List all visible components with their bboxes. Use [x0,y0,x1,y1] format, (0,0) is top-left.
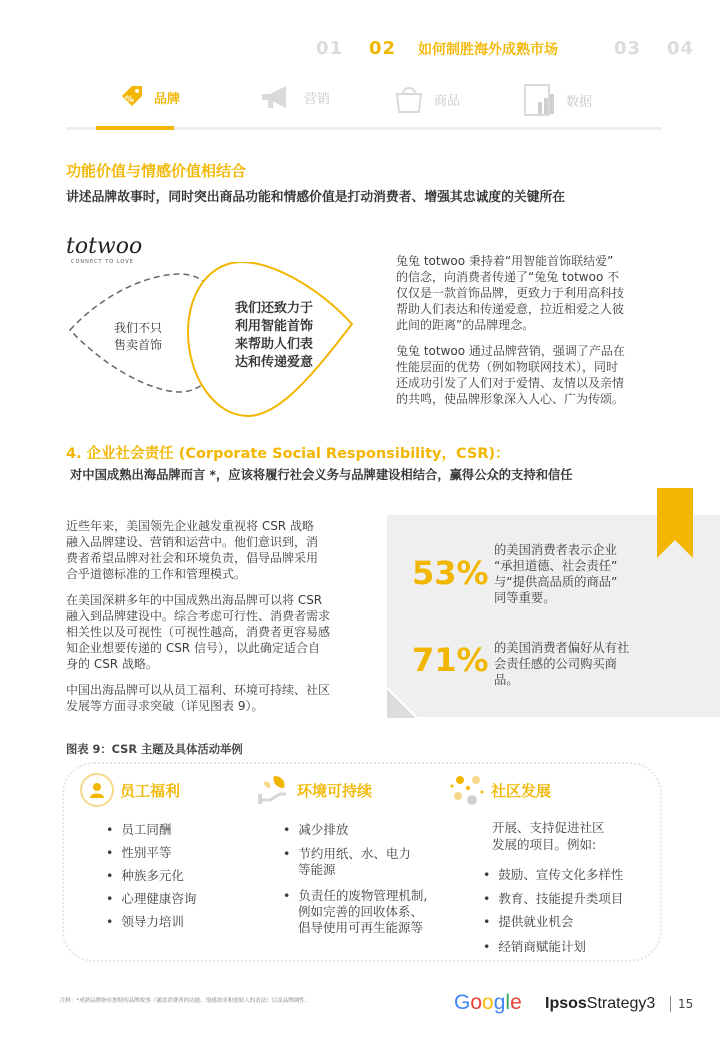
list-item-text: 鼓励、宣传文化多样性 [498,867,624,882]
list-item-text: 性别平等 [121,845,172,860]
text-line: 兔兔 totwoo 通过品牌营销，强调了产品在 [396,344,625,358]
list-item-text: 例如完善的回收体系、 [298,904,424,919]
page-num-02: 02 [369,38,397,59]
google-letter: o [482,991,494,1014]
text-line: 同等重要。 [494,591,556,605]
list-item-text: 领导力培训 [121,914,184,929]
text-line: 合乎道德标准的工作和管理模式。 [66,567,247,581]
tab-data[interactable] [522,82,592,118]
community-icon [448,770,488,814]
brand-left-text [106,320,170,354]
list-item-text: 种族多元化 [121,868,184,883]
footnote: 注释：*成熟品牌指有独特的品牌故事（涵盖消费者的功能、情感需求和创始人的看法）以及品牌调性。 [60,998,311,1004]
stat-text-53 [494,542,664,606]
page-num-04: 04 [667,38,695,59]
hand-leaf-icon [256,772,292,810]
brand-left-line: 售卖首饰 [113,338,162,352]
list-item: • 提供就业机会 [483,914,574,929]
list-item: • 负责任的废物管理机制, 例如完善的回收体系、 倡导使用可再生能源等 [283,888,428,935]
google-letter: e [510,991,522,1014]
list-item-text: 负责任的废物管理机制, [298,888,428,903]
shopping-bag-icon [392,82,426,116]
footer-divider [670,996,671,1012]
csr-text-p1 [66,518,366,582]
text-line: 还成功引发了人们对于爱情、友情以及亲情 [396,376,625,390]
text-line: 的美国消费者表示企业 [494,543,617,557]
section1-heading: 功能价值与情感价值相结合 [66,162,247,180]
text-line: 品。 [494,673,519,687]
section2-heading: 4. 企业社会责任 (Corporate Social Responsibility，CSR)： [66,446,510,462]
page-number: 15 [678,997,694,1011]
list-item: • 种族多元化 [106,868,184,883]
page-num-01: 01 [316,38,344,59]
list-item: • 心理健康咨询 [106,891,197,906]
list-item-text: 节约用纸、水、电力 [298,846,411,861]
tab-brand[interactable] [116,82,180,112]
section2-subheading: 对中国成熟出海品牌而言 *，应该将履行社会义务与品牌建设相结合，赢得公众的支持和信任 [70,468,573,482]
chapter-title: 如何制胜海外成熟市场 [418,42,558,58]
google-letter: G [454,991,471,1014]
list-item-text: 倡导使用可再生能源等 [298,920,424,935]
tab-data-label: 数据 [566,94,593,110]
brand-desc-p1 [396,253,666,333]
google-logo [454,991,522,1015]
totwoo-tagline: CONNECT TO LOVE [71,259,134,265]
list-item-text: 减少排放 [298,822,349,837]
list-item: • 减少排放 [283,822,349,837]
brand-desc-p2 [396,343,666,407]
list-item: • 教育、技能提升类项目 [483,891,624,906]
csr-text-p3 [66,682,366,714]
text-line: 此间的距离”的品牌理念。 [396,318,535,332]
brand-right-line: 我们还致力于 [234,301,313,316]
megaphone-icon [258,82,296,112]
tab-products[interactable] [392,82,460,116]
list-item: • 领导力培训 [106,914,184,929]
brand-right-line: 达和传递爱意 [234,355,313,370]
text-line: 融入到品牌建设中。综合考虑可行性、消费者需求 [66,609,331,623]
google-letter: g [493,991,506,1014]
list-item-text: 员工同酬 [121,822,172,837]
figure-title: 图表 9：CSR 主题及具体活动举例 [66,743,243,756]
list-item: • 员工同酬 [106,822,172,837]
panel-fold-corner [387,688,417,718]
text-line: 的美国消费者偏好从有社 [494,641,630,655]
section1-subheading: 讲述品牌故事时，同时突出商品功能和情感价值是打动消费者、增强其忠诚度的关键所在 [66,190,566,205]
ipsos-logo [545,995,655,1013]
totwoo-logo: totwoo [66,234,143,259]
text-line: 发展的项目。例如: [492,837,597,852]
stat-text-71 [494,640,664,688]
ipsos-bold: Ipsos [545,995,587,1012]
list-item: • 节约用纸、水、电力 等能源 [283,846,411,877]
brand-right-line: 来帮助人们表 [234,337,313,352]
text-line: 费者希望品牌对社会和环境负责，倡导品牌采用 [66,551,319,565]
list-item-text: 经销商赋能计划 [498,939,586,954]
text-line: 相关性以及可视性（可视性越高，消费者更容易感 [66,625,331,639]
col-title-environment: 环境可持续 [297,782,373,800]
text-line: 的共鸣，使品牌形象深入人心、广为传颂。 [396,392,625,406]
text-line: 身的 CSR 战略。 [66,657,158,671]
text-line: 知企业想要传递的 CSR 信号），以此确定适合自 [66,641,320,655]
list-item-text: 心理健康咨询 [121,891,197,906]
list-item: • 性别平等 [106,845,172,860]
list-item: • 鼓励、宣传文化多样性 [483,867,624,882]
text-line: 发展等方面寻求突破（详见图表 9）。 [66,699,264,713]
text-line: 性能层面的优势（例如物联网技术），同时 [396,360,619,374]
tab-marketing[interactable] [258,82,330,112]
list-item: • 经销商赋能计划 [483,939,586,954]
text-line: 在美国深耕多年的中国成熟出海品牌可以将 CSR [66,593,323,607]
tab-products-label: 商品 [434,93,461,109]
stat-value-71: 71% [412,641,489,679]
svg-text:%: % [125,95,135,105]
text-line: 兔兔 totwoo 秉持着“用智能首饰联结爱” [396,254,614,268]
tab-marketing-label: 营销 [304,91,331,107]
brand-right-line: 利用智能首饰 [234,319,313,334]
csr-text-p2 [66,592,366,672]
page-num-03: 03 [614,38,642,59]
brand-right-text [226,300,322,372]
list-item-text: 教育、技能提升类项目 [498,891,624,906]
list-item-text: 等能源 [298,862,336,877]
tag-icon [116,82,146,112]
stat-value-53: 53% [412,554,489,592]
bar-chart-icon [522,82,558,118]
text-line: 融入品牌建设、营销和运营中。他们意识到，消 [66,535,319,549]
text-line: 与“提供高品质的商品” [494,575,618,589]
ipsos-rest: Strategy3 [586,995,656,1012]
community-intro [492,819,605,853]
google-letter: l [505,991,511,1014]
col-title-employee: 员工福利 [120,782,181,800]
text-line: 的信念，向消费者传递了“兔兔 totwoo 不 [396,270,620,284]
text-line: 中国出海品牌可以从员工福利、环境可持续、社区 [66,683,331,697]
text-line: “承担道德、社会责任” [494,559,618,573]
col-title-community: 社区发展 [491,782,552,800]
text-line: 仅仅是一款首饰品牌，更致力于利用高科技 [396,286,625,300]
google-letter: o [470,991,483,1014]
brand-left-line: 我们不只 [113,321,162,335]
text-line: 帮助人们表达和传递爱意，拉近相爱之人彼 [396,302,625,316]
list-item-text: 提供就业机会 [498,914,574,929]
person-icon [80,773,114,807]
text-line: 开展、支持促进社区 [492,820,605,835]
active-tab-indicator [96,126,174,130]
text-line: 近些年来，美国领先企业越发重视将 CSR 战略 [66,519,314,533]
tab-brand-label: 品牌 [154,91,181,107]
text-line: 会责任感的公司购买商 [494,657,617,671]
